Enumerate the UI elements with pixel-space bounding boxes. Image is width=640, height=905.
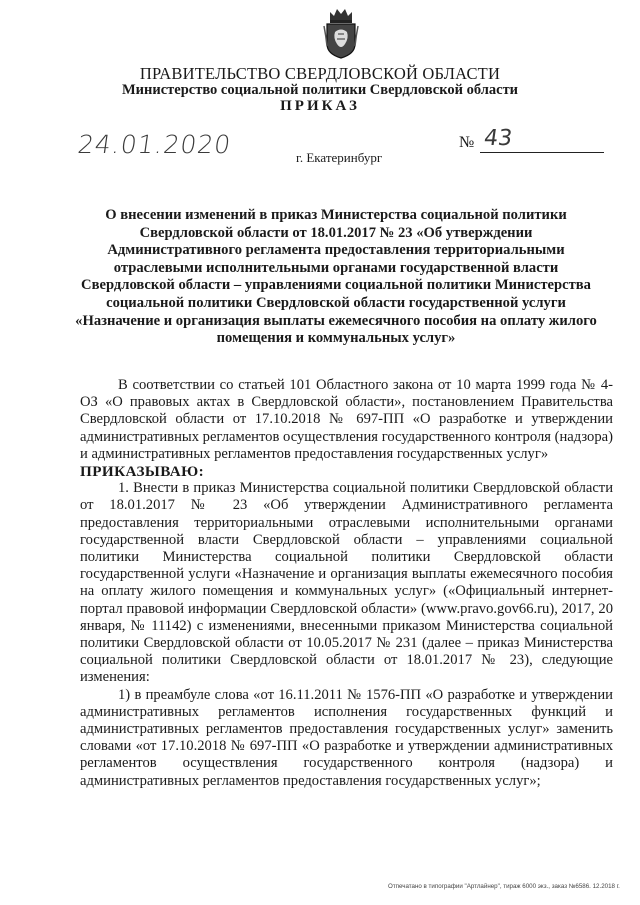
number-label: № xyxy=(459,134,475,151)
handwritten-date: 24.01.2020 xyxy=(75,130,234,159)
ministry-name: Министерство социальной политики Свердловской области xyxy=(121,82,519,98)
item-1-1-paragraph: 1) в преамбуле слова «от 16.11.2011 № 1576-ПП «О разработке и утверждении административных регламентов исполнения государственных функций и административных регламентов предоставления государственных услуг» заменить словами «от 17.10.2018 № 697-ПП «О разработке и утверждении административных регламентов осуществления государственного контроля (надзора) и административных регламентов предоставления государственных услуг»; xyxy=(80,686,613,789)
number-underline xyxy=(480,152,604,153)
sverdlovsk-coat-of-arms-icon xyxy=(323,6,359,60)
order-title: О внесении изменений в приказ Министерства социальной политики Свердловской области от 18.01.2017 № 23 «Об утверждении Административного регламента предоставления территориальными отраслевыми исполнительными органами государственной власти Свердловской области – управлениями социальной политики Министерства социальной политики Свердловской области государственной услуги «Назначение и организация выплаты ежемесячного пособия на оплату жилого помещения и коммунальных услуг» xyxy=(75,207,597,347)
government-name: ПРАВИТЕЛЬСТВО СВЕРДЛОВСКОЙ ОБЛАСТИ xyxy=(139,64,501,83)
document-type: ПРИКАЗ xyxy=(280,98,360,114)
preamble-paragraph: В соответствии со статьей 101 Областного закона от 10 марта 1999 года № 4-ОЗ «О правовых актах в Свердловской области», постановлением Правительства Свердловской области от 17.10.2018 № 697-ПП «О разработке и утверждении административных регламентов осуществления государственного контроля (надзора) и административных регламентов предоставления государственных услуг» xyxy=(80,377,613,462)
handwritten-number: 43 xyxy=(482,126,514,151)
directive-heading: ПРИКАЗЫВАЮ: xyxy=(80,463,205,481)
order-body xyxy=(80,377,613,790)
city: г. Екатеринбург xyxy=(296,150,383,165)
item-1-paragraph: 1. Внести в приказ Министерства социальной политики Свердловской области от 18.01.2017 № 23 «Об утверждении Административного регламента предоставления территориальными отраслевыми исполнительными органами государственной власти Свердловской области – управлениями социальной политики Министерства социальной политики Свердловской области государственной услуги «Назначение и организация выплаты ежемесячного пособия на оплату жилого помещения и коммунальных услуг» («Официальный интернет-портал правовой информации Свердловской области» (www.pravo.gov66.ru), 2017, 20 января, № 11142) с изменениями, внесенными приказом Министерства социальной политики Свердловской области от 10.05.2017 № 231 (далее – приказ Министерства социальной политики Свердловской области от 18.01.2017 № 23), следующие изменения: xyxy=(80,480,613,686)
print-note: Отпечатано в типографии "Артлайнер", тираж 6000 экз., заказ №6586. 12.2018 г. xyxy=(388,883,620,890)
